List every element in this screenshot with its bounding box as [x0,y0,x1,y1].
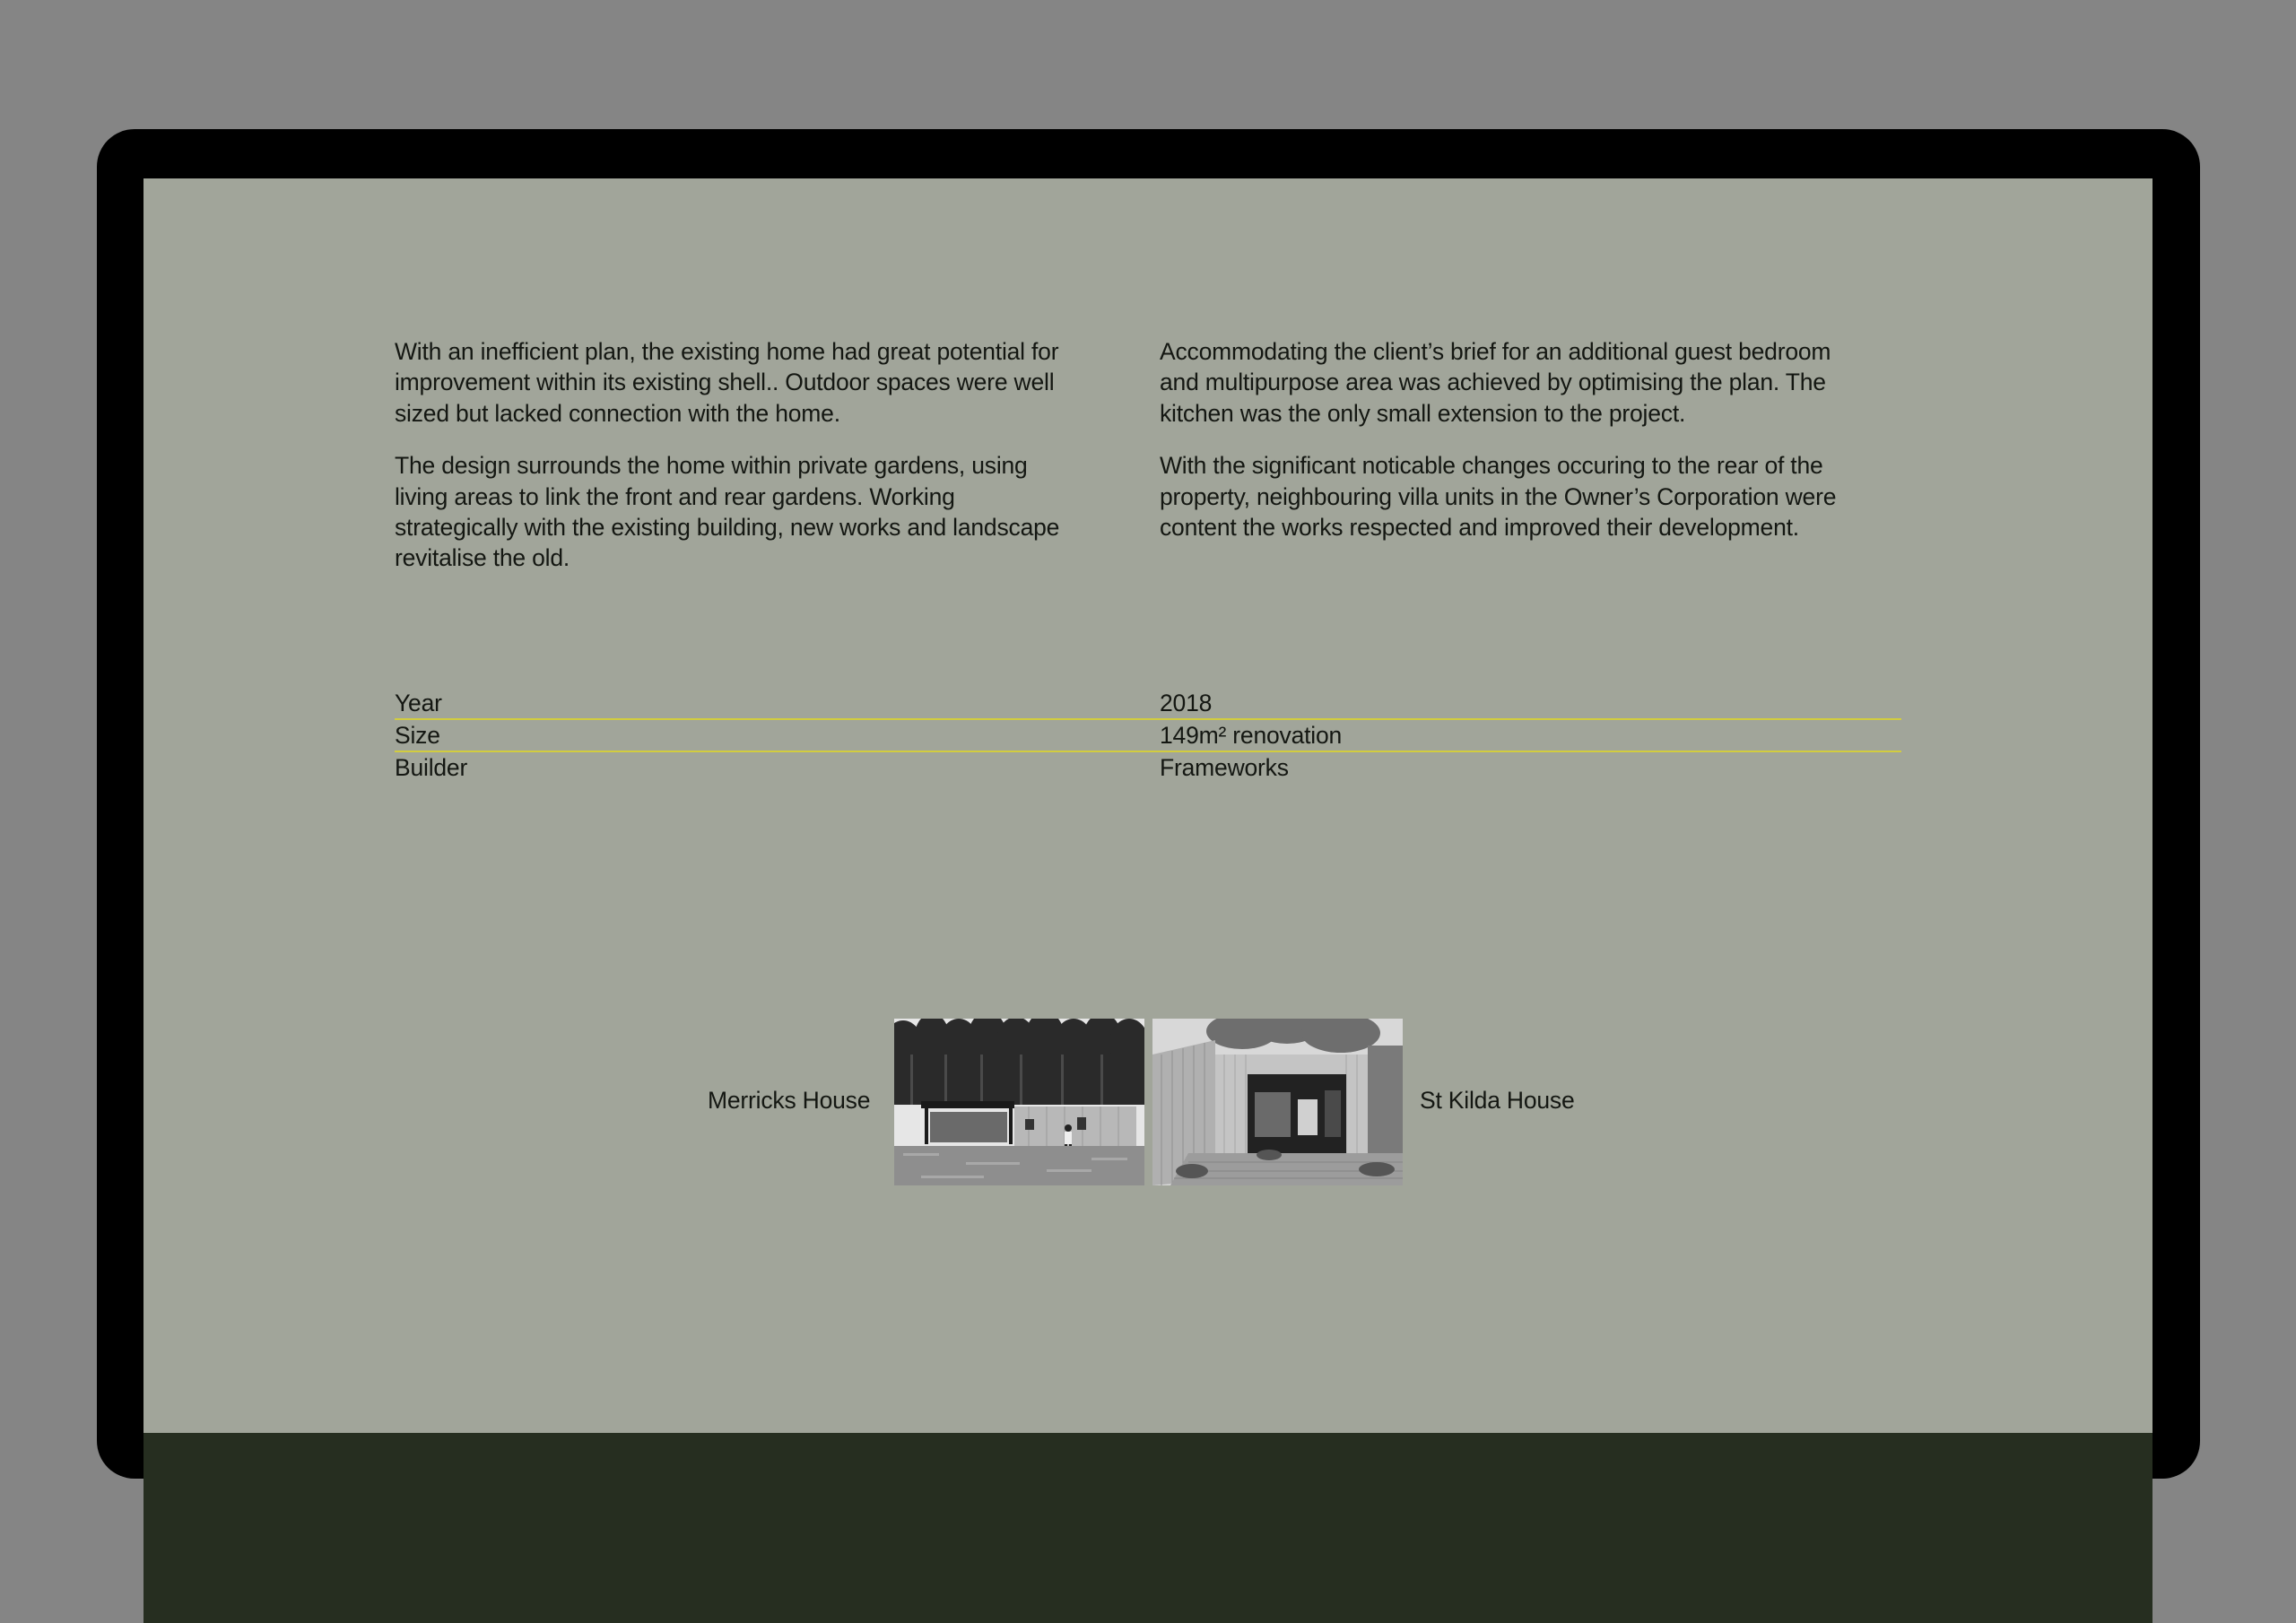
footer-section [144,1433,2152,1623]
description-paragraph: With the significant noticable changes occuring to the rear of the property, neighbouring villa units in the Owner’s Corporation were content the works respected and improved their development. [1160,452,1837,542]
detail-row-builder [395,752,1901,783]
detail-value: 2018 [1160,690,1213,716]
detail-value: 149m² renovation [1160,722,1343,749]
next-project-link[interactable]: St Kilda House [1420,1087,1575,1114]
description-right [1160,336,1850,564]
project-details-table [395,688,1901,783]
detail-row-size [395,720,1901,752]
description-paragraph: With an inefficient plan, the existing home had great potential for improvement within its existing shell.. Outdoor spaces were well sized but lacked connection with the home. [395,338,1059,427]
merricks-house-thumbnail[interactable] [894,1019,1144,1185]
detail-row-year [395,688,1901,720]
detail-label: Builder [395,754,468,781]
description-left [395,336,1076,595]
st-kilda-house-thumbnail[interactable] [1152,1019,1403,1185]
detail-value: Frameworks [1160,754,1289,781]
st-kilda-house-photo [1152,1019,1403,1185]
description-paragraph: Accommodating the client’s brief for an additional guest bedroom and multipurpose area was achieved by optimising the plan. The kitchen was the only small extension to the project. [1160,338,1831,427]
prev-project-link[interactable]: Merricks House [708,1087,871,1114]
description-paragraph: The design surrounds the home within private gardens, using living areas to link the front and rear gardens. Working strategically with the existing building, new works and landscape revitalise the old. [395,452,1060,572]
detail-label: Year [395,690,442,716]
detail-label: Size [395,722,440,749]
related-projects-nav [144,1019,2152,1185]
browser-viewport [144,178,2152,1623]
merricks-house-photo [894,1019,1144,1185]
